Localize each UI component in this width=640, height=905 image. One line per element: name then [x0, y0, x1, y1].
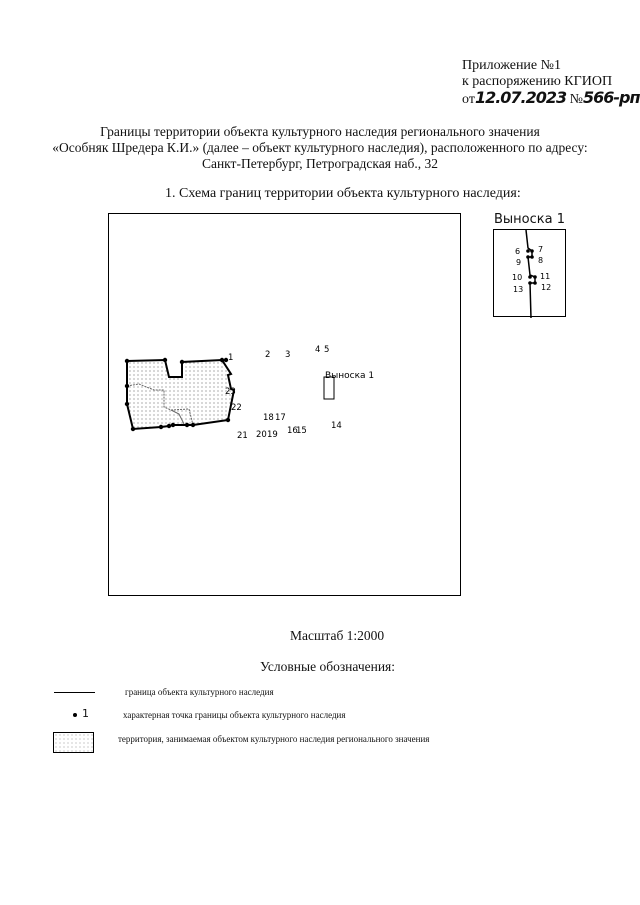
- boundary-point: [125, 384, 129, 388]
- callout-point-label: 8: [538, 256, 544, 265]
- map-scale: Масштаб 1:2000: [290, 628, 385, 643]
- boundary-point: [226, 418, 230, 422]
- legend-area-text: территория, занимаемая объектом культурного наследия регионального значения: [118, 734, 430, 744]
- point-label: 19: [267, 430, 278, 440]
- legend-line-text: граница объекта культурного наследия: [125, 687, 274, 697]
- appendix-date: 12.07.2023: [474, 88, 567, 107]
- callout-boundary: [526, 230, 535, 318]
- boundary-point: [191, 423, 195, 427]
- callout-point-label: 6: [515, 247, 521, 256]
- boundary-point: [163, 358, 167, 362]
- callout-drawing: [494, 230, 567, 318]
- appendix-title: Приложение №1: [462, 58, 561, 73]
- callout-point: [530, 255, 534, 259]
- point-label: 4: [315, 345, 321, 355]
- callout-point-label: 7: [538, 245, 544, 254]
- point-label: 21: [237, 431, 248, 441]
- legend-point-symbol: [73, 713, 77, 717]
- boundary-point: [180, 360, 184, 364]
- appendix-block: [462, 58, 640, 108]
- point-label: 18: [263, 413, 274, 423]
- point-label: 3: [285, 350, 291, 360]
- appendix-number: 566-рп: [583, 88, 640, 107]
- legend-area-symbol: [53, 732, 94, 753]
- boundary-map: [108, 213, 461, 596]
- boundary-point: [131, 427, 135, 431]
- legend-line-symbol: [54, 692, 95, 693]
- point-label: 14: [331, 421, 342, 431]
- callout-point: [528, 275, 532, 279]
- header-line-1: Границы территории объекта культурного наследия регионального значения: [100, 124, 540, 139]
- callout-point: [533, 275, 537, 279]
- boundary-point: [159, 425, 163, 429]
- point-label: 5: [324, 345, 330, 355]
- point-label: 22: [231, 403, 242, 413]
- boundary-point: [185, 423, 189, 427]
- callout-point: [526, 255, 530, 259]
- callout-title: Выноска 1: [494, 212, 566, 227]
- callout-point-label: 12: [541, 283, 552, 292]
- callout-point: [530, 249, 534, 253]
- legend-point-label: 1: [82, 707, 89, 720]
- appendix-date-line: [462, 90, 640, 108]
- appendix-order-ref: к распоряжению КГИОП: [462, 74, 613, 89]
- header-line-3: Санкт-Петербург, Петроградская наб., 32: [201, 156, 439, 171]
- boundary-point: [167, 424, 171, 428]
- appendix-from-label: от: [462, 92, 475, 107]
- boundary-point: [171, 423, 175, 427]
- section-title: 1. Схема границ территории объекта культурного наследия:: [165, 186, 521, 201]
- callout-point: [528, 281, 532, 285]
- point-label: 20: [256, 430, 267, 440]
- callout-point: [533, 281, 537, 285]
- appendix-number-label: №: [569, 92, 584, 107]
- point-label: 17: [275, 413, 286, 423]
- callout-detail: [493, 229, 566, 317]
- callout-point-label: 10: [512, 273, 523, 282]
- point-label: 15: [296, 426, 307, 436]
- callout-point-label: 11: [540, 272, 551, 281]
- point-label: 23: [225, 387, 236, 397]
- boundary-point: [125, 402, 129, 406]
- point-label: 2: [265, 350, 271, 360]
- header-line-2: «Особняк Шредера К.И.» (далее – объект культурного наследия), расположенного по адресу:: [52, 140, 588, 155]
- callout-point: [526, 249, 530, 253]
- legend-point-text: характерная точка границы объекта культурного наследия: [123, 710, 346, 720]
- point-label: 16: [287, 426, 298, 436]
- callout-point-label: 9: [516, 258, 522, 267]
- boundary-map-drawing: [109, 214, 462, 597]
- document-header: [40, 124, 600, 172]
- map-callout-label: Выноска 1: [325, 371, 375, 381]
- callout-point-label: 13: [513, 285, 524, 294]
- heritage-territory: [127, 360, 234, 429]
- legend-title: Условные обозначения:: [260, 659, 396, 674]
- boundary-point: [125, 359, 129, 363]
- boundary-point: [220, 358, 224, 362]
- point-label: 1: [228, 353, 234, 363]
